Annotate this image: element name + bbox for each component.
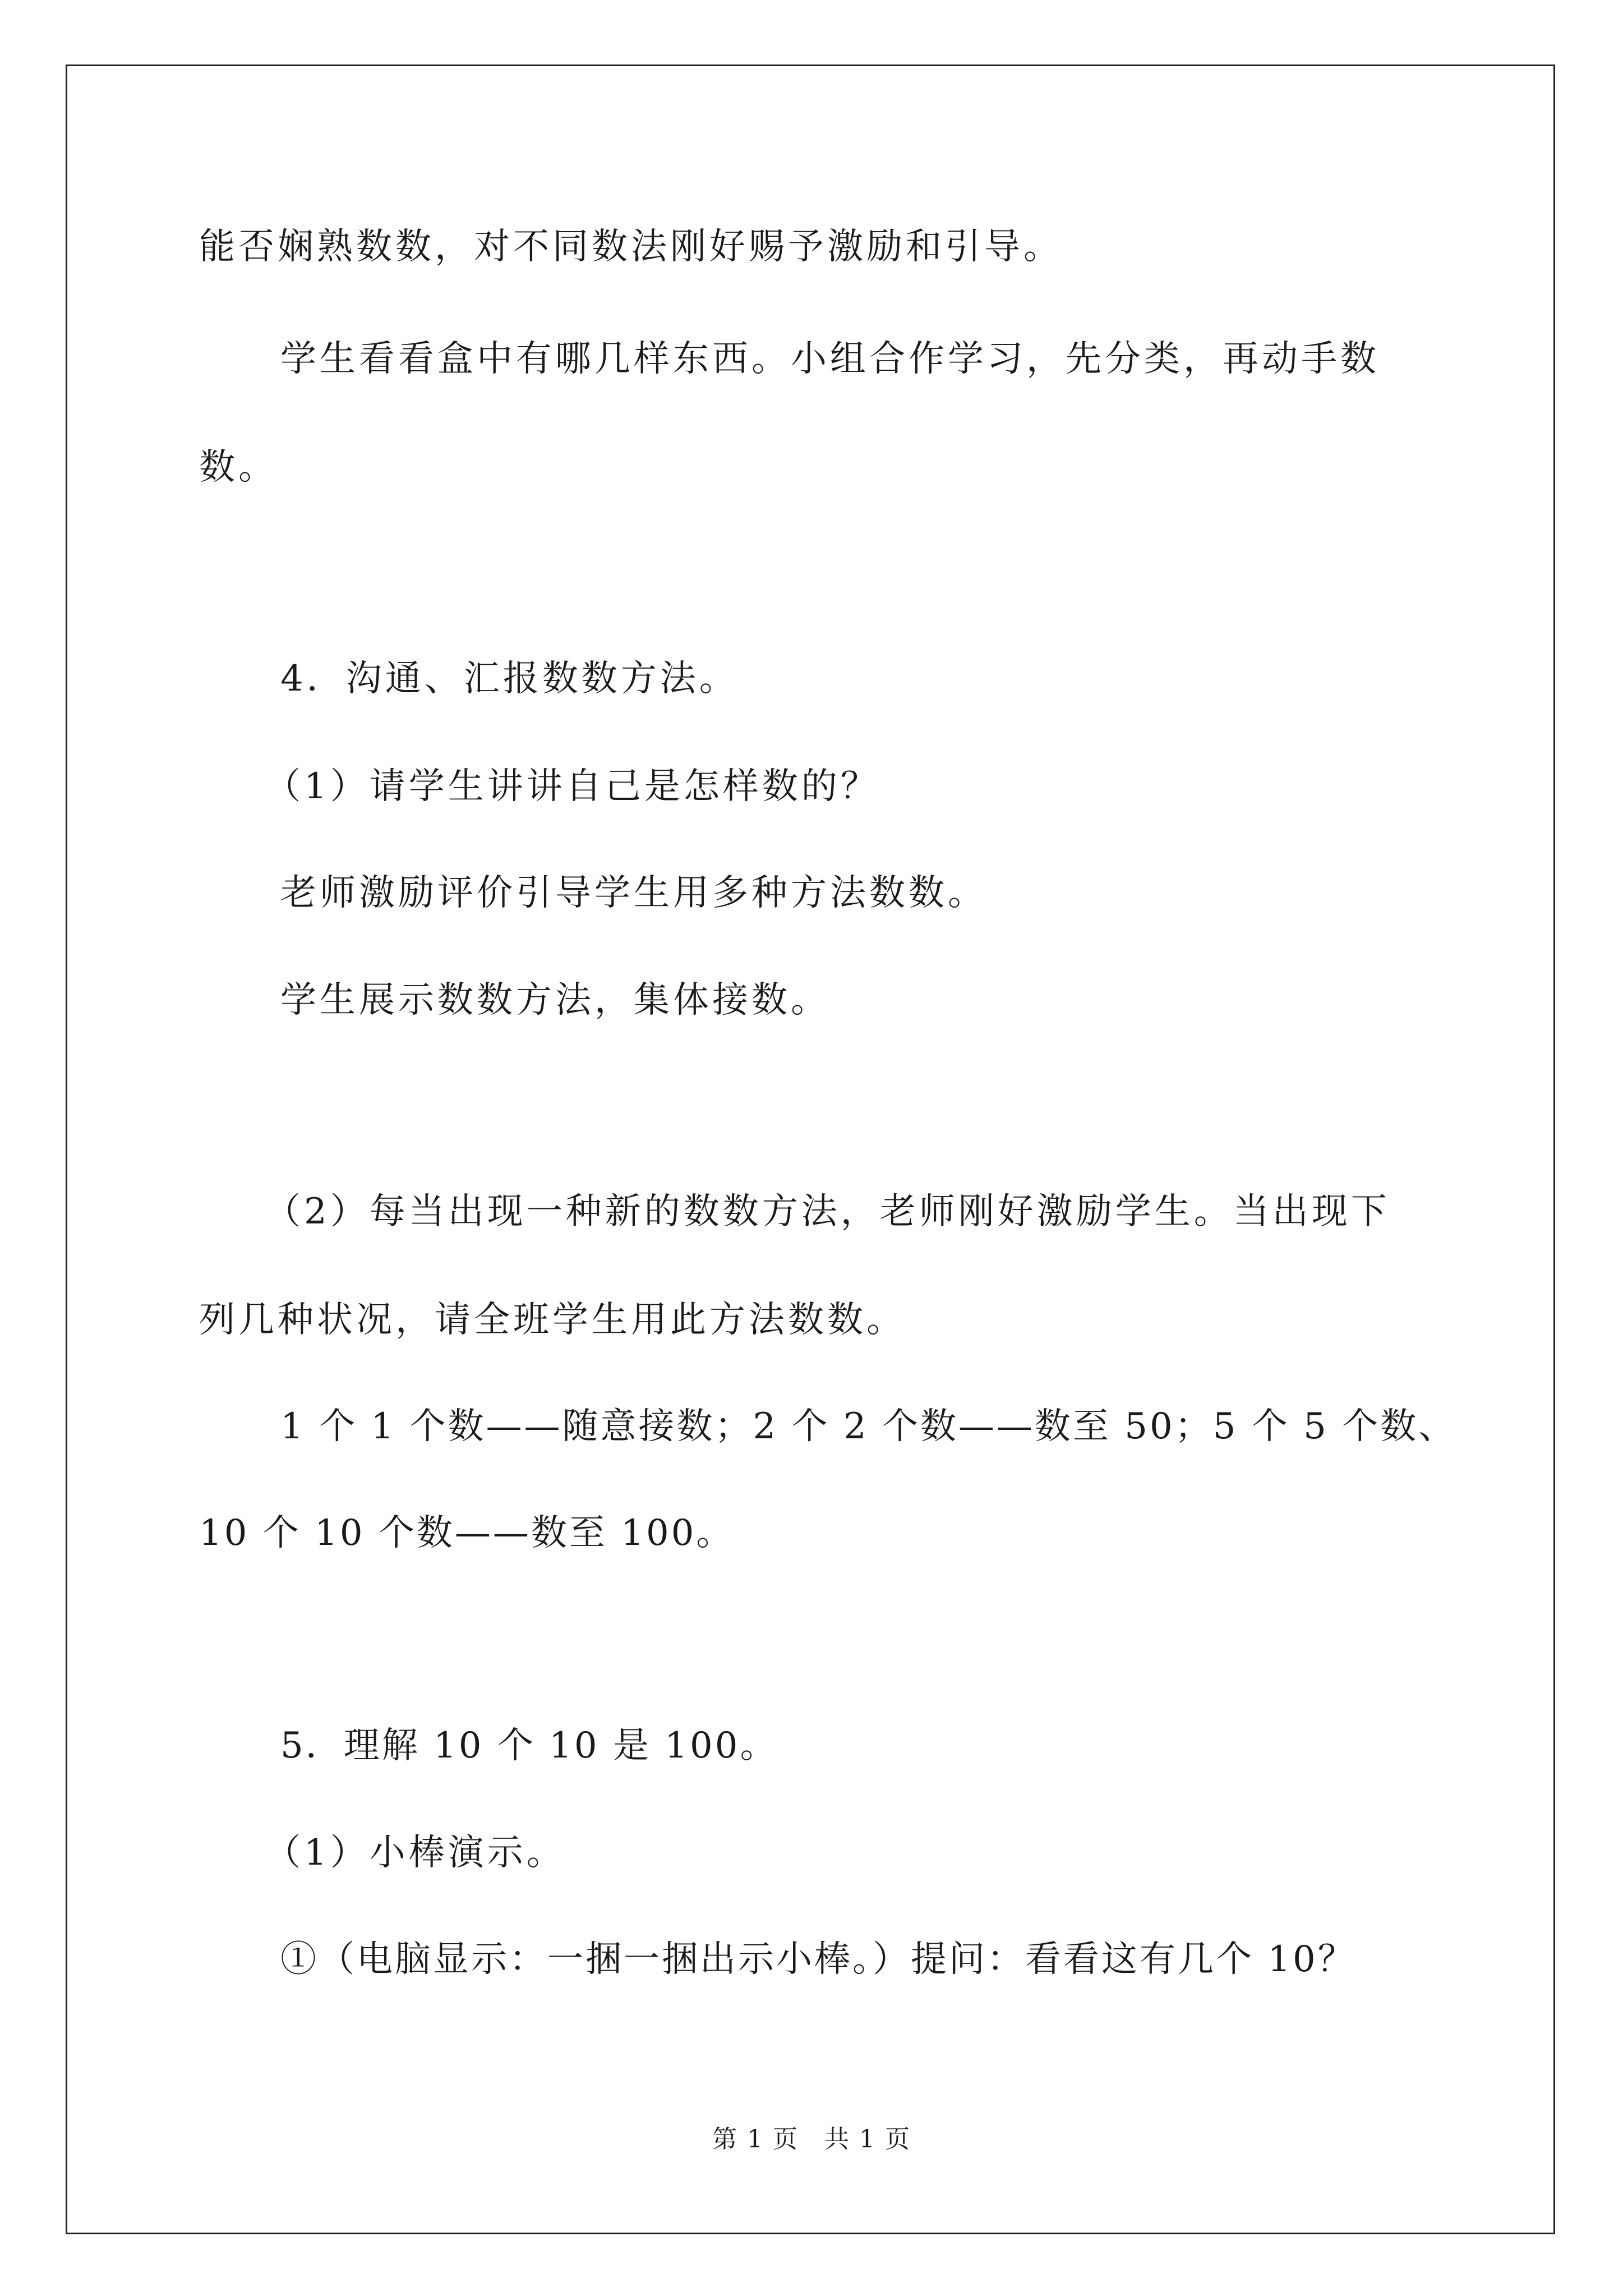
page-border <box>66 65 1555 2234</box>
paragraph-line-7: 学生展示数数方法，集体接数。 <box>280 979 830 1021</box>
paragraph-line-3: 数。 <box>199 447 278 488</box>
paragraph-line-1: 能否娴熟数数，对不同数法刚好赐予激励和引导。 <box>199 226 1063 268</box>
paragraph-line-9: 列几种状况，请全班学生用此方法数数。 <box>199 1299 906 1341</box>
page-footer: 第 1 页 共 1 页 <box>712 2125 911 2154</box>
paragraph-line-4: 4．沟通、汇报数数方法。 <box>280 658 739 700</box>
paragraph-line-11: 10 个 10 个数——数至 100。 <box>199 1512 735 1554</box>
paragraph-line-5: （1）请学生讲讲自己是怎样数的？ <box>265 766 880 807</box>
paragraph-line-6: 老师激励评价引导学生用多种方法数数。 <box>280 872 987 914</box>
paragraph-line-8: （2）每当出现一种新的数数方法，老师刚好激励学生。当出现下 <box>265 1191 1390 1232</box>
paragraph-line-2: 学生看看盒中有哪几样东西。小组合作学习，先分类，再动手数 <box>280 338 1380 380</box>
paragraph-line-10: 1 个 1 个数——随意接数；2 个 2 个数——数至 50；5 个 5 个数、 <box>280 1406 1457 1447</box>
paragraph-line-12: 5．理解 10 个 10 是 100。 <box>280 1725 778 1766</box>
paragraph-line-13: （1）小棒演示。 <box>265 1832 566 1874</box>
paragraph-line-14: ①（电脑显示：一捆一捆出示小棒。）提问：看看这有几个 10？ <box>280 1939 1356 1980</box>
